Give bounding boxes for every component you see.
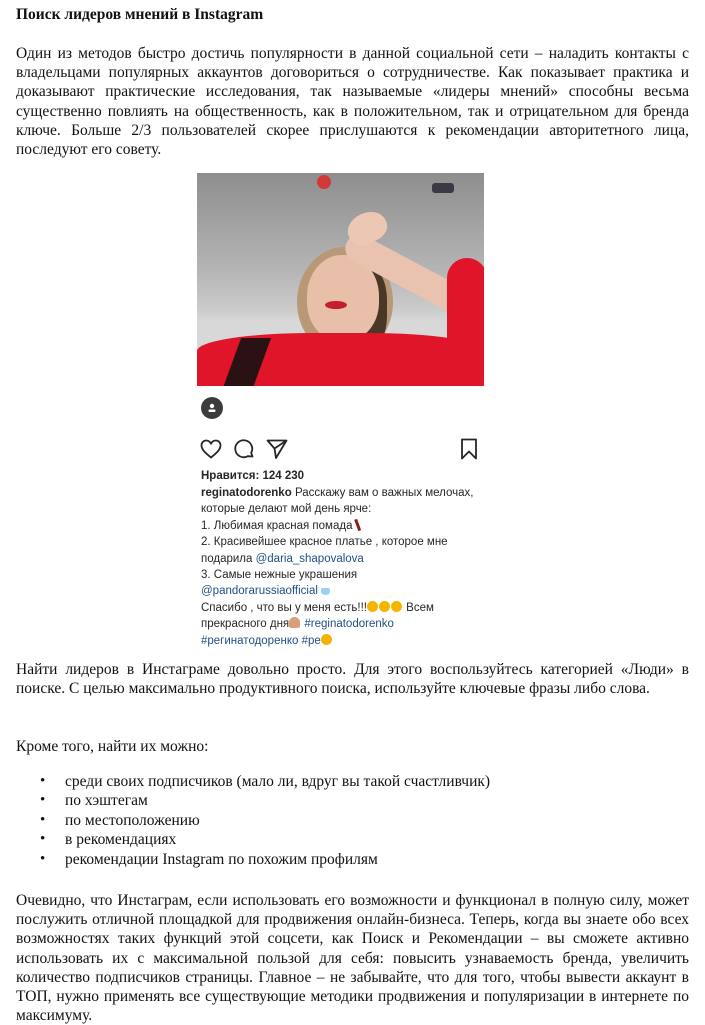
- post-action-bar: [197, 437, 485, 463]
- conclusion-paragraph: Очевидно, что Инстаграм, если использовать его возможности и функционал в полную силу, может послужить отличной площадкой для продвижения онлайн-бизнеса. Теперь, когда вы знаете обо всех возможностях таких функций этой соцсети, как Поиск и Рекомендации – вы сможете активно использовать их с максимальной пользой для себя: повысить узнаваемость бренда, увеличить количество подписчиков страницы. Главное – не забывайте, что для того, чтобы вывести аккаунт в ТОП, нужно применять все существующие методики продвижения и популяризации в интернете по максимуму.: [16, 892, 689, 1025]
- ceiling-decoration: [317, 175, 331, 189]
- person-emoji-icon: [289, 617, 300, 628]
- caption-line: подарила: [201, 552, 256, 565]
- bookmark-icon[interactable]: [457, 437, 481, 461]
- list-item: • по местоположению: [40, 811, 490, 830]
- caption-line: 1. Любимая красная помада: [201, 519, 353, 532]
- find-leaders-paragraph: Найти лидеров в Инстаграме довольно просто. Для этого воспользуйтесь категорией «Люди» в поиске. С целью максимально продуктивного поиска, используйте ключевые фразы либо слова.: [16, 661, 689, 698]
- ceiling-decoration: [432, 183, 454, 193]
- list-item: • по хэштегам: [40, 791, 490, 810]
- username-link[interactable]: reginatodorenko: [201, 487, 292, 499]
- smile-emoji-icon: [367, 601, 378, 612]
- caption-line: 2. Красивейшее красное платье , которое мне: [201, 536, 448, 549]
- mention-link[interactable]: @daria_shapovalova: [255, 552, 364, 565]
- user-avatar-icon[interactable]: [201, 397, 223, 419]
- caption-line: Спасибо , что вы у меня есть!!!: [201, 601, 367, 614]
- share-icon[interactable]: [265, 437, 289, 461]
- heart-icon[interactable]: [199, 437, 223, 461]
- post-photo: [197, 173, 484, 386]
- instagram-post-screenshot: [197, 173, 485, 645]
- mention-link[interactable]: @pandorarussiaofficial: [201, 585, 318, 598]
- search-methods-list: [40, 772, 490, 869]
- hashtag-link[interactable]: #reginatodorenko: [301, 618, 394, 631]
- likes-count[interactable]: Нравится: 124 230: [201, 470, 305, 482]
- lips: [325, 301, 347, 309]
- list-item: • рекомендации Instagram по похожим профилям: [40, 850, 490, 869]
- post-caption: [201, 485, 481, 649]
- list-item: • среди своих подписчиков (мало ли, вдруг вы такой счастливчик): [40, 772, 490, 791]
- intro-paragraph: Один из методов быстро достичь популярности в данной социальной сети – наладить контакты с владельцами популярных аккаунтов договориться о сотрудничестве. Как показывает практика и доказывают практические исследования, так называемые «лидеры мнений» способны весьма существенно повлиять на общественность, как в положительном, так и отрицательном для бренда ключе. Больше 2/3 пользователей скорее прислушаются к рекомендации авторитетного лица, последуют его совету.: [16, 45, 689, 159]
- smile-emoji-icon: [379, 601, 390, 612]
- gem-emoji-icon: [321, 588, 330, 595]
- caption-line: которые делают мой день ярче:: [201, 503, 372, 516]
- caption-line: Расскажу вам о важных мелочах,: [294, 487, 474, 499]
- caption-line: прекрасного дня: [201, 618, 290, 631]
- lipstick-emoji-icon: [354, 517, 367, 531]
- list-intro: Кроме того, найти их можно:: [16, 738, 209, 755]
- comment-icon[interactable]: [232, 437, 256, 461]
- caption-line: 3. Самые нежные украшения: [201, 569, 358, 582]
- hashtag-link[interactable]: #регинатодоренко: [201, 634, 299, 647]
- smile-emoji-icon: [321, 634, 332, 645]
- document-title: Поиск лидеров мнений в Instagram: [16, 6, 264, 23]
- smile-emoji-icon: [391, 601, 402, 612]
- hashtag-link[interactable]: #ре: [298, 634, 321, 647]
- list-item: • в рекомендациях: [40, 830, 490, 849]
- caption-line: Всем: [402, 601, 434, 614]
